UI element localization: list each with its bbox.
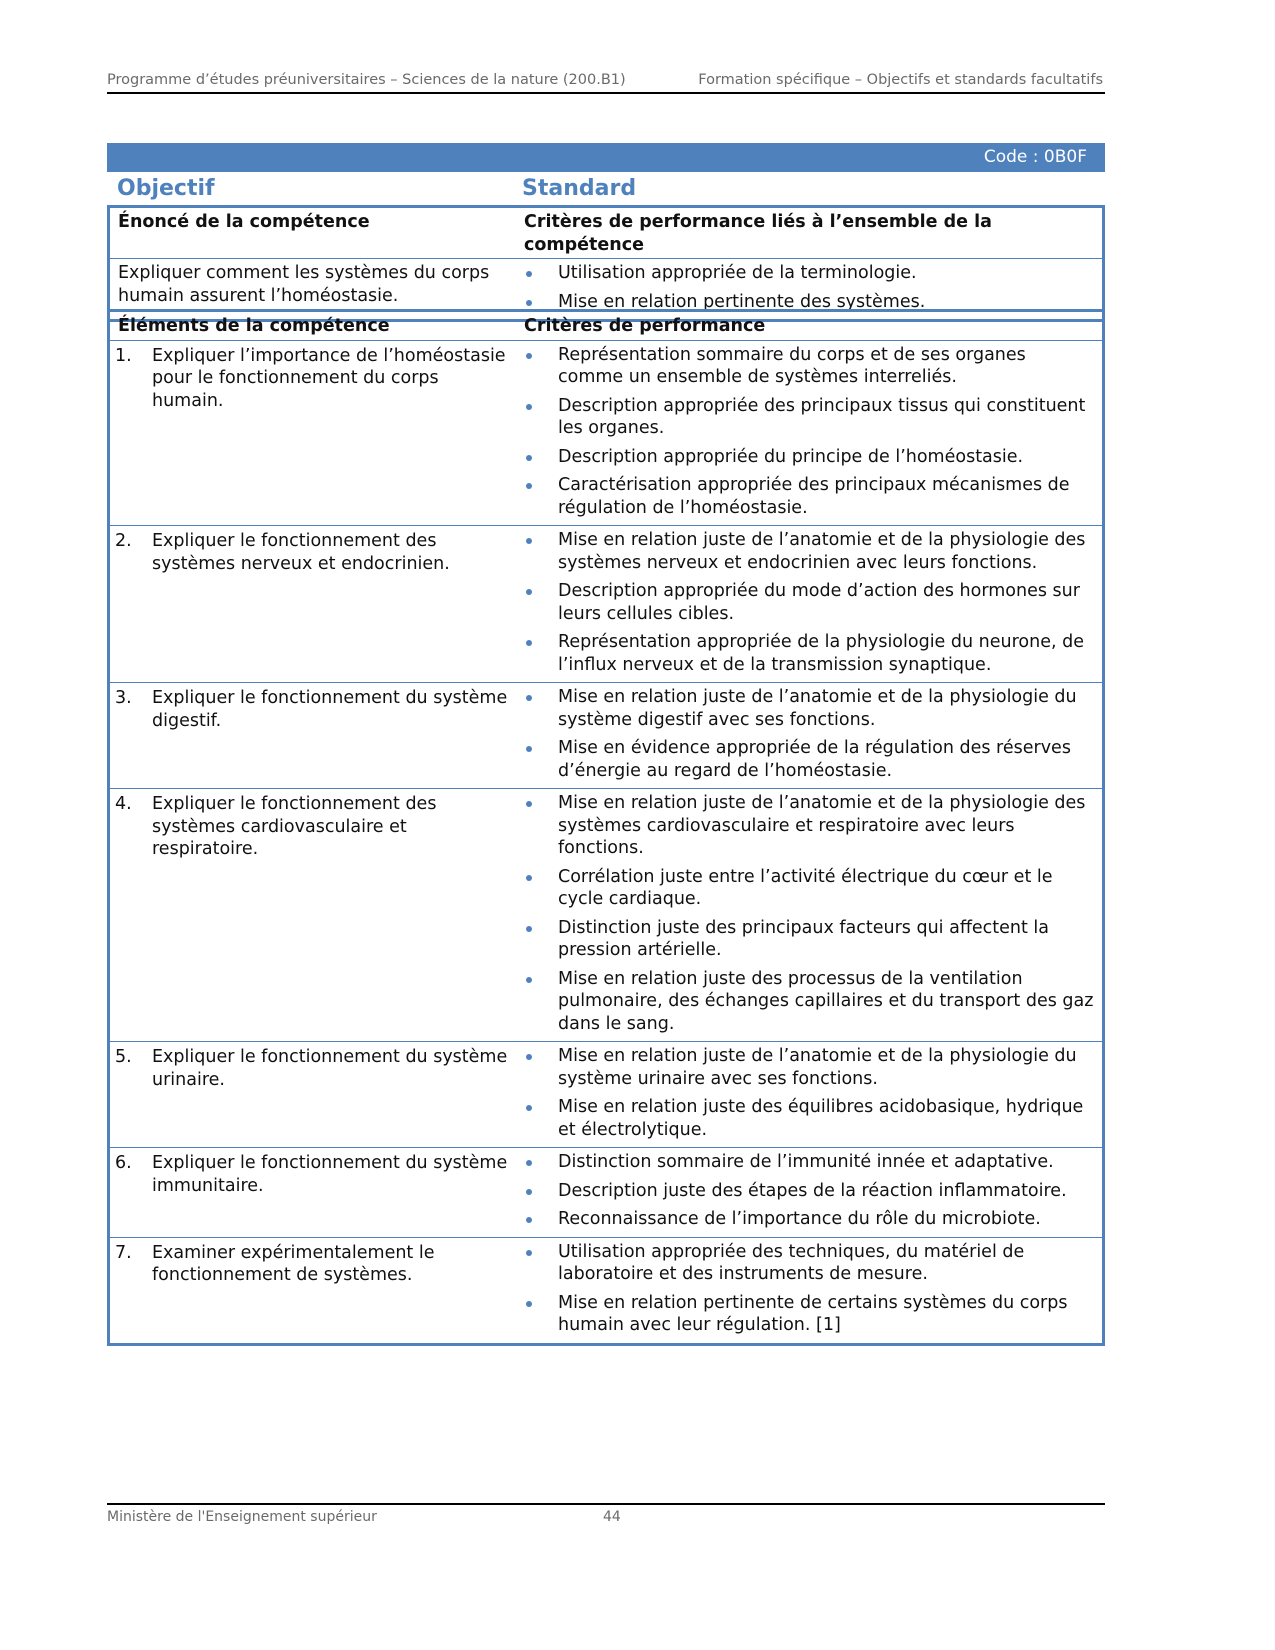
objectif-title: Objectif (117, 176, 215, 201)
bullet-icon (524, 968, 558, 1036)
bullet-icon (524, 866, 558, 911)
bullet-icon (524, 529, 558, 574)
page-footer (107, 1503, 1105, 1525)
criterion-item: Caractérisation appropriée des principaux mécanismes de régulation de l’homéostasie. (524, 474, 1096, 519)
bullet-icon (524, 474, 558, 519)
program-title: Programme d’études préuniversitaires – Sciences de la nature (200.B1) (107, 72, 626, 88)
bullet-icon (524, 737, 558, 782)
criterion-item: Mise en relation pertinente de certains systèmes du corps humain avec leur régulation. [1] (524, 1292, 1096, 1337)
criterion-item: Description appropriée du principe de l’homéostasie. (524, 446, 1096, 469)
element-item (110, 1042, 516, 1099)
bullet-icon (524, 262, 558, 285)
criterion-item: Mise en relation juste de l’anatomie et de la physiologie des systèmes nerveux et endocrinien avec leurs fonctions. (524, 529, 1096, 574)
bullet-icon (524, 631, 558, 676)
criteria-list (516, 1148, 1102, 1237)
bullet-icon (524, 917, 558, 962)
bullet-icon (524, 1096, 558, 1141)
criterion-item: Mise en relation juste des processus de la ventilation pulmonaire, des échanges capillaires et du transport des gaz dans le sang. (524, 968, 1096, 1036)
code-bar (107, 143, 1105, 172)
bullet-icon (524, 1045, 558, 1090)
element-item (110, 1238, 516, 1295)
element-number: 6. (115, 1153, 132, 1173)
element-number: 3. (115, 688, 132, 708)
page-number: 44 (603, 1509, 621, 1525)
element-row (109, 526, 1104, 683)
element-item (110, 683, 516, 740)
standard-title: Standard (522, 176, 637, 201)
element-text: Expliquer l’importance de l’homéostasie pour le fonctionnement du corps humain. (152, 345, 506, 411)
criteria-list (516, 683, 1102, 788)
bullet-icon (524, 395, 558, 440)
bullet-icon (524, 1180, 558, 1203)
column-titles (107, 174, 1105, 206)
element-row (109, 340, 1104, 526)
criterion-item: Mise en relation pertinente des systèmes. (524, 291, 1096, 314)
element-text: Examiner expérimentalement le fonctionnement de systèmes. (152, 1242, 435, 1285)
elements-header: Éléments de la compétence (109, 311, 517, 341)
bullet-icon (524, 446, 558, 469)
criterion-item: Corrélation juste entre l’activité électrique du cœur et le cycle cardiaque. (524, 866, 1096, 911)
criteria-list (516, 1042, 1102, 1147)
element-row (109, 683, 1104, 789)
bullet-icon (524, 344, 558, 389)
element-row (109, 789, 1104, 1042)
element-text: Expliquer le fonctionnement du système digestif. (152, 688, 508, 731)
element-number: 1. (115, 345, 132, 366)
global-criteria-header: Critères de performance liés à l’ensemble de la compétence (516, 207, 1104, 259)
element-item (110, 526, 516, 583)
criterion-item: Description appropriée des principaux tissus qui constituent les organes. (524, 395, 1096, 440)
criterion-item: Mise en évidence appropriée de la régulation des réserves d’énergie au regard de l’homéostasie. (524, 737, 1096, 782)
criterion-item: Description appropriée du mode d’action des hormones sur leurs cellules cibles. (524, 580, 1096, 625)
element-text: Expliquer le fonctionnement du système urinaire. (152, 1047, 508, 1090)
element-number: 2. (115, 531, 132, 551)
criterion-item: Utilisation appropriée des techniques, du matériel de laboratoire et des instruments de mesure. (524, 1241, 1096, 1286)
competence-code: Code : 0B0F (983, 147, 1087, 167)
element-number: 7. (115, 1242, 132, 1263)
criterion-item: Mise en relation juste des équilibres acidobasique, hydrique et électrolytique. (524, 1096, 1096, 1141)
criteria-list (516, 1238, 1102, 1343)
bullet-icon (524, 1151, 558, 1174)
criteria-list (516, 526, 1102, 682)
bullet-icon (524, 1241, 558, 1286)
criterion-item: Représentation appropriée de la physiologie du neurone, de l’influx nerveux et de la transmission synaptique. (524, 631, 1096, 676)
element-item (110, 1148, 516, 1205)
element-text: Expliquer le fonctionnement du système immunitaire. (152, 1153, 508, 1196)
statement-header: Énoncé de la compétence (109, 207, 517, 259)
bullet-icon (524, 1208, 558, 1231)
ministry-name: Ministère de l'Enseignement supérieur (107, 1509, 377, 1525)
criterion-item: Utilisation appropriée de la terminologie. (524, 262, 1096, 285)
criterion-item: Mise en relation juste de l’anatomie et de la physiologie des systèmes cardiovasculaire et respiratoire avec leurs fonctions. (524, 792, 1096, 860)
competence-table (107, 205, 1105, 322)
element-row (109, 1237, 1104, 1344)
criteria-list (516, 341, 1102, 526)
element-number: 4. (115, 794, 132, 814)
elements-table (107, 309, 1105, 1346)
criterion-item: Mise en relation juste de l’anatomie et de la physiologie du système digestif avec ses fonctions. (524, 686, 1096, 731)
element-text: Expliquer le fonctionnement des systèmes nerveux et endocrinien. (152, 531, 450, 574)
criterion-item: Description juste des étapes de la réaction inflammatoire. (524, 1180, 1096, 1203)
criterion-item: Mise en relation juste de l’anatomie et de la physiologie du système urinaire avec ses fonctions. (524, 1045, 1096, 1090)
page-header (107, 70, 1105, 94)
element-number: 5. (115, 1047, 132, 1067)
bullet-icon (524, 1292, 558, 1337)
section-title: Formation spécifique – Objectifs et standards facultatifs (698, 72, 1103, 88)
criterion-item: Reconnaissance de l’importance du rôle du microbiote. (524, 1208, 1096, 1231)
competence-statement: Expliquer comment les systèmes du corps humain assurent l’homéostasie. (118, 263, 490, 306)
bullet-icon (524, 792, 558, 860)
element-item (110, 789, 516, 869)
criterion-item: Distinction juste des principaux facteurs qui affectent la pression artérielle. (524, 917, 1096, 962)
element-row (109, 1042, 1104, 1148)
element-row (109, 1148, 1104, 1238)
criterion-item: Distinction sommaire de l’immunité innée et adaptative. (524, 1151, 1096, 1174)
criteria-header: Critères de performance (516, 311, 1104, 341)
element-item (110, 341, 516, 421)
bullet-icon (524, 686, 558, 731)
bullet-icon (524, 580, 558, 625)
criterion-item: Représentation sommaire du corps et de ses organes comme un ensemble de systèmes interreliés. (524, 344, 1096, 389)
criteria-list (516, 789, 1102, 1041)
element-text: Expliquer le fonctionnement des systèmes cardiovasculaire et respiratoire. (152, 794, 437, 859)
